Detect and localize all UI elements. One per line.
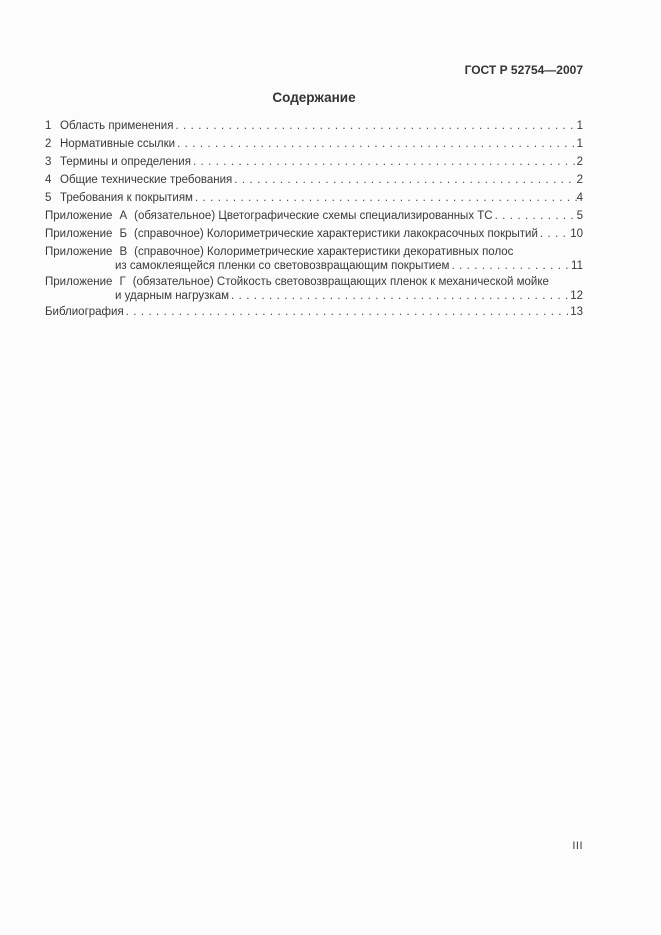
dot-leader [177,138,577,152]
toc-appendix-v [45,246,583,260]
toc-entry-page: 13 [570,306,583,318]
toc-entry-title: Термины и определения [60,156,191,168]
toc-entry-page: 2 [576,174,583,186]
toc-entry-page: 12 [570,290,583,302]
toc-entry-page: 5 [576,210,583,222]
page-footer [572,840,583,852]
appendix-description: (справочное) Колориметрические характеристики лакокрасочных покрытий [134,228,538,240]
dot-leader [231,290,570,304]
appendix-label: Приложение [45,276,113,288]
toc-entry [45,174,583,192]
page-title: Содержание [272,90,356,105]
dot-leader [451,260,571,274]
bibliography-title: Библиография [45,306,124,318]
toc-entry-page: 10 [570,228,583,240]
page-number: III [572,840,583,852]
toc-entry [45,120,583,138]
toc-appendix-b [45,228,583,246]
dot-leader [175,120,576,134]
toc-appendix-g [45,276,583,290]
appendix-description: (обязательное) Стойкость световозвращающих пленок к механической мойке [132,276,549,288]
toc-entry-number: 4 [45,174,52,186]
toc-entry-page: 1 [576,138,583,150]
appendix-letter: Б [119,228,127,240]
appendix-label: Приложение [45,228,113,240]
doc-code: ГОСТ Р 52754—2007 [464,63,583,77]
dot-leader [195,192,577,206]
toc-entry-number: 3 [45,156,52,168]
appendix-description: (обязательное) Цветографические схемы специализированных ТС [134,210,493,222]
toc-entry [45,138,583,156]
toc-entry-page: 2 [576,156,583,168]
toc-entry [45,192,583,210]
appendix-letter: А [119,210,128,222]
toc-entry-number: 1 [45,120,52,132]
toc-appendix-v-continuation [45,260,583,276]
appendix-label: Приложение [45,210,113,222]
toc-entry-title: Область применения [60,120,174,132]
appendix-description-continuation: и ударным нагрузкам [115,290,230,302]
dot-leader [234,174,576,188]
doc-header [45,63,583,77]
appendix-description: (справочное) Колориметрические характеристики декоративных полос [134,246,514,258]
toc-appendix-a [45,210,583,228]
appendix-letter: В [119,246,128,258]
dot-leader [540,228,570,242]
appendix-letter: Г [119,276,126,288]
toc-entry [45,156,583,174]
dot-leader [126,306,571,320]
toc-entry-number: 2 [45,138,52,150]
toc-entry-page: 11 [571,260,583,272]
toc-entry-page: 4 [576,192,583,204]
toc-entry-title: Требования к покрытиям [60,192,193,204]
toc-appendix-g-continuation [45,290,583,306]
toc-entry-page: 1 [576,120,583,132]
toc-bibliography [45,306,583,324]
appendix-label: Приложение [45,246,113,258]
dot-leader [193,156,577,170]
dot-leader [495,210,577,224]
toc-entry-title: Общие технические требования [60,174,233,186]
table-of-contents [45,120,583,324]
toc-entry-number: 5 [45,192,52,204]
toc-entry-title: Нормативные ссылки [60,138,176,150]
appendix-description-continuation: из самоклеящейся пленки со световозвращающим покрытием [115,260,450,272]
